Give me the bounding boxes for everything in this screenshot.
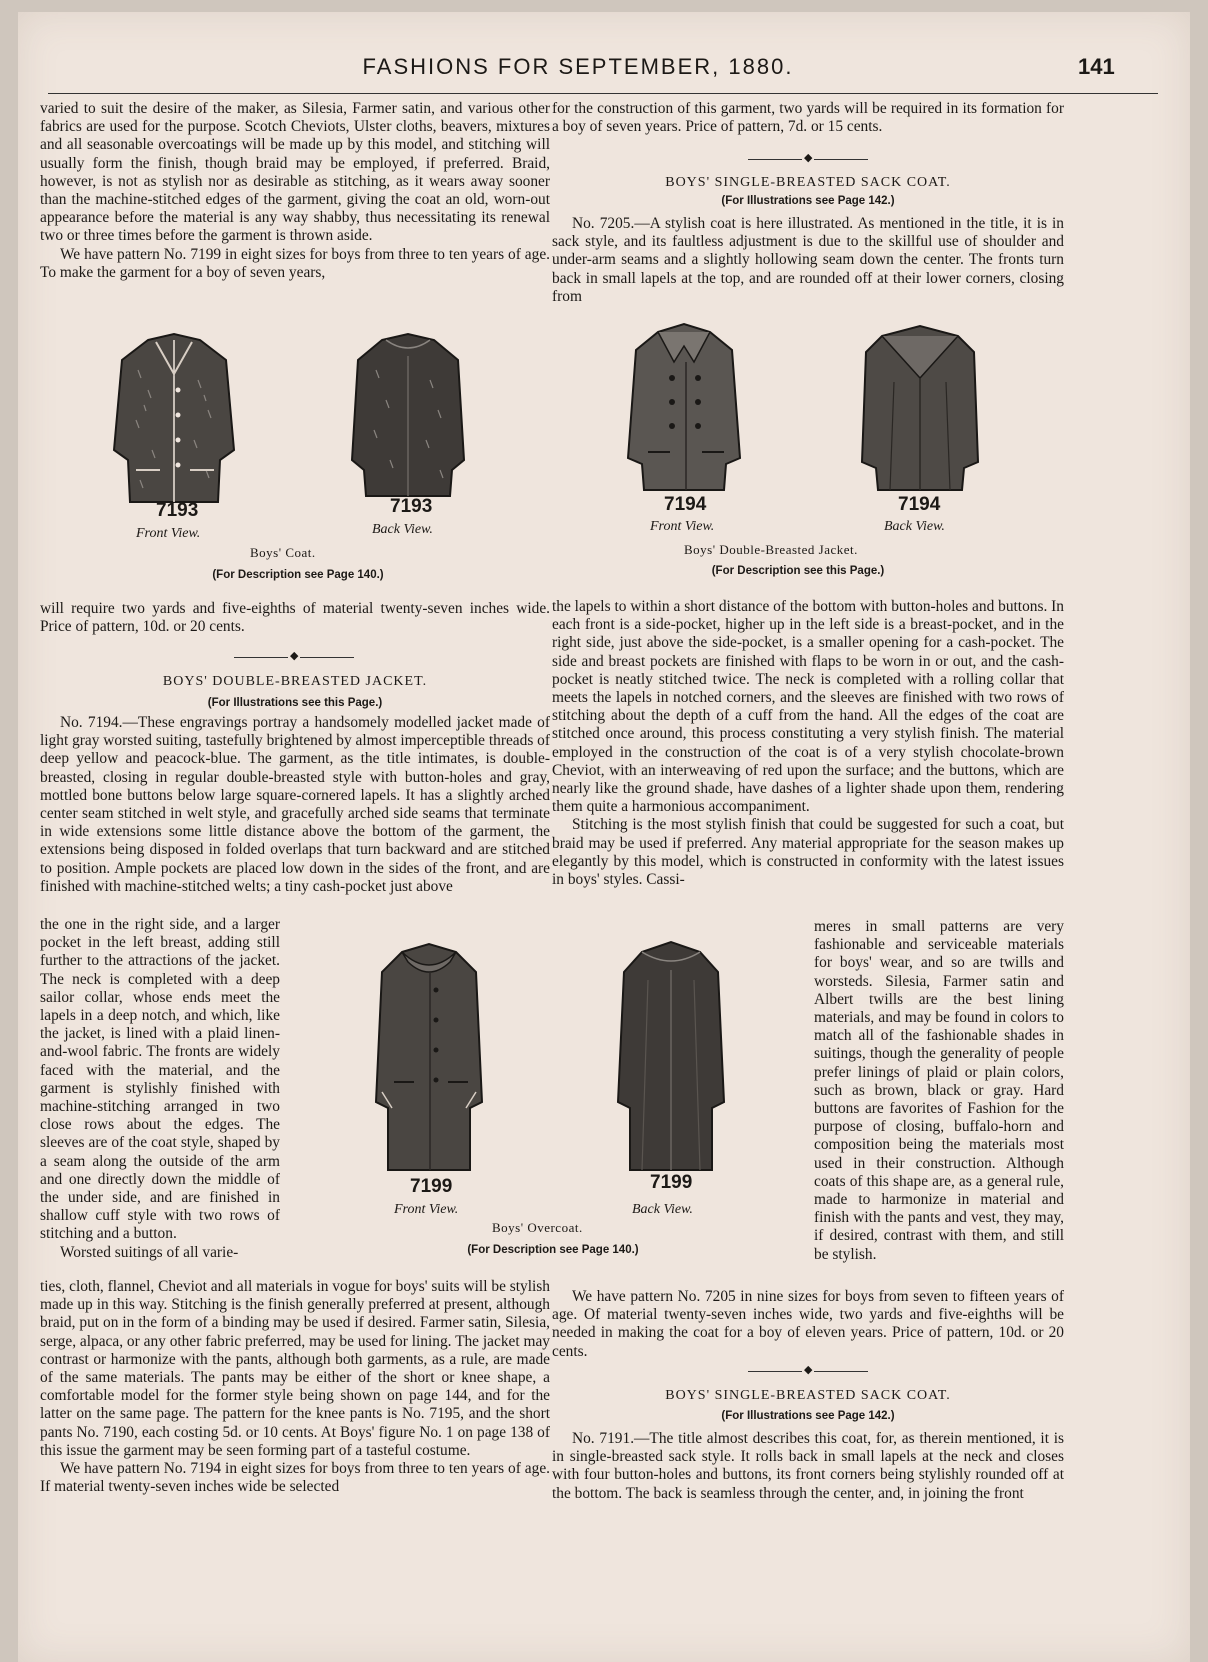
paragraph: the one in the right side, and a larger pocket in the left breast, adding still further to the attractions of the jacket. The neck is completed with a deep sailor collar, whose ends meet the lapels in a deep notch, and which, like the jacket, is lined with a plaid linen-and-wool fabric. The fronts are widely faced with the material, and the garment is stylishly finished with machine-stitching arranged in two close rows about the edges. The sleeves are of the coat style, shaped by a seam along the outside of the arm and one directly down the middle of the under side, and are finished in shallow cuff style with two rows of stitching and a button. — [40, 916, 280, 1243]
paragraph: We have pattern No. 7199 in eight sizes for boys from three to ten years of age. To make the garment for a boy of seven years, — [40, 245, 550, 281]
overcoat-7199-front-illustration — [370, 942, 488, 1174]
jacket-7194-back-illustration — [858, 322, 982, 494]
description-reference: (For Description see Page 140.) — [212, 569, 384, 581]
paragraph: Stitching is the most stylish finish that could be suggested for such a coat, but braid may be used if preferred. Any material appropriate for the season makes up elegantly by this model, which is constructed in conformity with the latest issues in boys' styles. Cassi- — [552, 816, 1064, 889]
paragraph: for the construction of this garment, two yards will be required in its formation for a boy of seven years. Price of pattern, 7d. or 15 cents. — [552, 100, 1064, 136]
page-number: 141 — [1078, 54, 1115, 79]
right-narrow-text — [814, 918, 1064, 1264]
description-reference: (For Description see Page 140.) — [467, 1244, 639, 1256]
section-ornament — [748, 154, 868, 164]
coat-7193-front-illustration — [108, 330, 240, 508]
description-reference: (For Description see this Page.) — [711, 565, 885, 577]
right-bottom-text — [552, 1288, 1064, 1361]
back-view-label: Back View. — [884, 519, 945, 534]
figure-number: 7194 — [664, 494, 707, 515]
illustration-reference: (For Illustrations see Page 142.) — [721, 1410, 895, 1422]
left-narrow-text — [40, 916, 280, 1262]
figure-number: 7193 — [156, 500, 199, 521]
back-view-label: Back View. — [372, 522, 433, 537]
figure-number: 7199 — [650, 1172, 693, 1193]
figure-caption: Boys' Overcoat. — [492, 1220, 583, 1235]
paragraph: ties, cloth, flannel, Cheviot and all materials in vogue for boys' suits will be stylish made up in this way. Stitching is the finish generally preferred at present, although braid, put on in the form of a binding may be used if desired. Farmer satin, Silesia, serge, alpaca, or any other fabric preferred, may be used for lining. The jacket may contrast or harmonize with the pants, although both garments, as a rule, are made of the same materials. The pants may be either of the short or knee shape, a comfortable model for the former style being shown on page 144, and for the latter on the same page. The pattern for the knee pants is No. 7195, and the short pants No. 7190, each costing 5d. or 10 cents. At Boys' figure No. 1 on page 138 of this issue the garment may be seen forming part of a tasteful costume. — [40, 1278, 550, 1459]
paragraph: We have pattern No. 7194 in eight sizes for boys from three to ten years of age. If material twenty-seven inches wide be selected — [40, 1460, 550, 1496]
right-top-text — [552, 100, 1064, 136]
section-ornament — [234, 652, 354, 662]
front-view-label: Front View. — [136, 526, 201, 541]
back-view-label: Back View. — [632, 1202, 693, 1217]
coat-7193-back-illustration — [346, 330, 470, 502]
section-ornament — [748, 1366, 868, 1376]
left-top-text — [40, 100, 550, 282]
right-top-text-2 — [552, 215, 1064, 306]
figure-caption: Boys' Double-Breasted Jacket. — [684, 542, 858, 557]
jacket-7194-front-illustration — [624, 322, 744, 494]
figure-number: 7193 — [390, 496, 433, 517]
paragraph: will require two yards and five-eighths of material twenty-seven inches wide. Price of pattern, 10d. or 20 cents. — [40, 600, 550, 636]
illustration-reference: (For Illustrations see this Page.) — [207, 697, 383, 709]
right-bottom-text-2 — [552, 1430, 1064, 1503]
paragraph: Worsted suitings of all varie- — [60, 1243, 239, 1261]
paragraph: No. 7191.—The title almost describes this coat, for, as therein mentioned, it is in single-breasted sack style. It rolls back in small lapels at the neck and closes with four button-holes and buttons, its front corners being stylishly rounded off at the bottom. The back is seamless through the center, and, in joining the front — [552, 1430, 1064, 1502]
paragraph: We have pattern No. 7205 in nine sizes for boys from seven to fifteen years of age. Of material twenty-seven inches wide, two yards and five-eighths will be needed in making the coat for a boy of eleven years. Price of pattern, 10d. or 20 cents. — [552, 1288, 1064, 1360]
page-title: FASHIONS FOR SEPTEMBER, 1880. — [362, 54, 794, 79]
right-mid-text — [552, 598, 1064, 889]
left-mid-text — [40, 600, 550, 636]
left-bottom-text — [40, 1278, 550, 1496]
figure-caption: Boys' Coat. — [250, 545, 316, 560]
overcoat-7199-back-illustration — [612, 940, 730, 1174]
magazine-page — [18, 12, 1190, 1662]
section-heading: BOYS' DOUBLE-BREASTED JACKET. — [162, 674, 428, 689]
section-heading: BOYS' SINGLE-BREASTED SACK COAT. — [665, 1388, 951, 1403]
paragraph: the lapels to within a short distance of the bottom with button-holes and buttons. In each front is a side-pocket, higher up in the left side is a breast-pocket, and in the right side, just above the side-pocket, is a smaller opening for a cash-pocket. The side and breast pockets are finished with flaps to be worn in or out, and the cash-pocket is neatly stitched twice. The neck is completed with a rolling collar that meets the lapels in notched corners, and the sleeves are finished with two rows of stitching about the depth of a cuff from the hand. All the edges of the coat are stitched once around, this process constituting a very stylish finish. The material employed in the construction of the coat is of a very stylish chocolate-brown Cheviot, with an interweaving of red upon the surface; and the buttons, which are nearly like the ground shade, have dashes of a lighter shade upon them, rendering them quite a harmonious accompaniment. — [552, 598, 1064, 816]
figure-number: 7194 — [898, 494, 941, 515]
paragraph: varied to suit the desire of the maker, as Silesia, Farmer satin, and various other fabrics are used for the purpose. Scotch Cheviots, Ulster cloths, beavers, mixtures and all seasonable overcoatings will be made up by this model, and stitching will usually form the finish, though braid may be employed, if preferred. Braid, however, is not as stylish nor as desirable as stitching, as it wears away sooner than the machine-stitched edges of the garment, giving the coat an old, worn-out appearance before the material is any way shabby, thus necessitating its renewal two or three times before the garment is thrown aside. — [40, 100, 550, 245]
paragraph: No. 7205.—A stylish coat is here illustrated. As mentioned in the title, it is in sack style, and its faultless adjustment is due to the skillful use of shoulder and under-arm seams and a slightly hollowing seam down the center. The fronts turn back in small lapels at the top, and are rounded off at their lower corners, closing from — [552, 215, 1064, 305]
section-heading: BOYS' SINGLE-BREASTED SACK COAT. — [665, 175, 951, 190]
illustration-reference: (For Illustrations see Page 142.) — [721, 195, 895, 207]
paragraph: meres in small patterns are very fashionable and serviceable materials for boys' wear, and so are twills and worsteds. Silesia, Farmer satin and Albert twills are the best lining materials, and may be found in colors to match all of the fashionable shades in suitings, though the generality of people prefer linings of plaid or plain colors, such as brown, black or gray. Hard buttons are favorites of Fashion for the purpose of closing, buffalo-horn and composition being the materials most used in their construction. Although coats of this shape are, as a general rule, made to harmonize in material and finish with the pants and vest, they may, if desired, contrast with them, and still be stylish. — [814, 918, 1064, 1263]
paragraph: No. 7194.—These engravings portray a handsomely modelled jacket made of light gray worsted suiting, tastefully brightened by almost imperceptible threads of deep yellow and peacock-blue. The garment, as the title intimates, is double-breasted, closing in regular double-breasted style with button-holes and gray, mottled bone buttons below large square-cornered lapels. It has a slightly arched center seam stitched in welt style, and gracefully arched side seams that terminate in wide extensions some little distance above the bottom of the garment, the extensions being disposed in folded overlaps that turn backward and are stitched to position. Ample pockets are placed low down in the sides of the front, and are finished with machine-stitched welts; a tiny cash-pocket just above — [40, 714, 550, 895]
left-mid-text-2 — [40, 714, 550, 896]
figure-number: 7199 — [410, 1176, 453, 1197]
front-view-label: Front View. — [394, 1202, 459, 1217]
front-view-label: Front View. — [650, 519, 715, 534]
header-rule — [48, 93, 1158, 94]
